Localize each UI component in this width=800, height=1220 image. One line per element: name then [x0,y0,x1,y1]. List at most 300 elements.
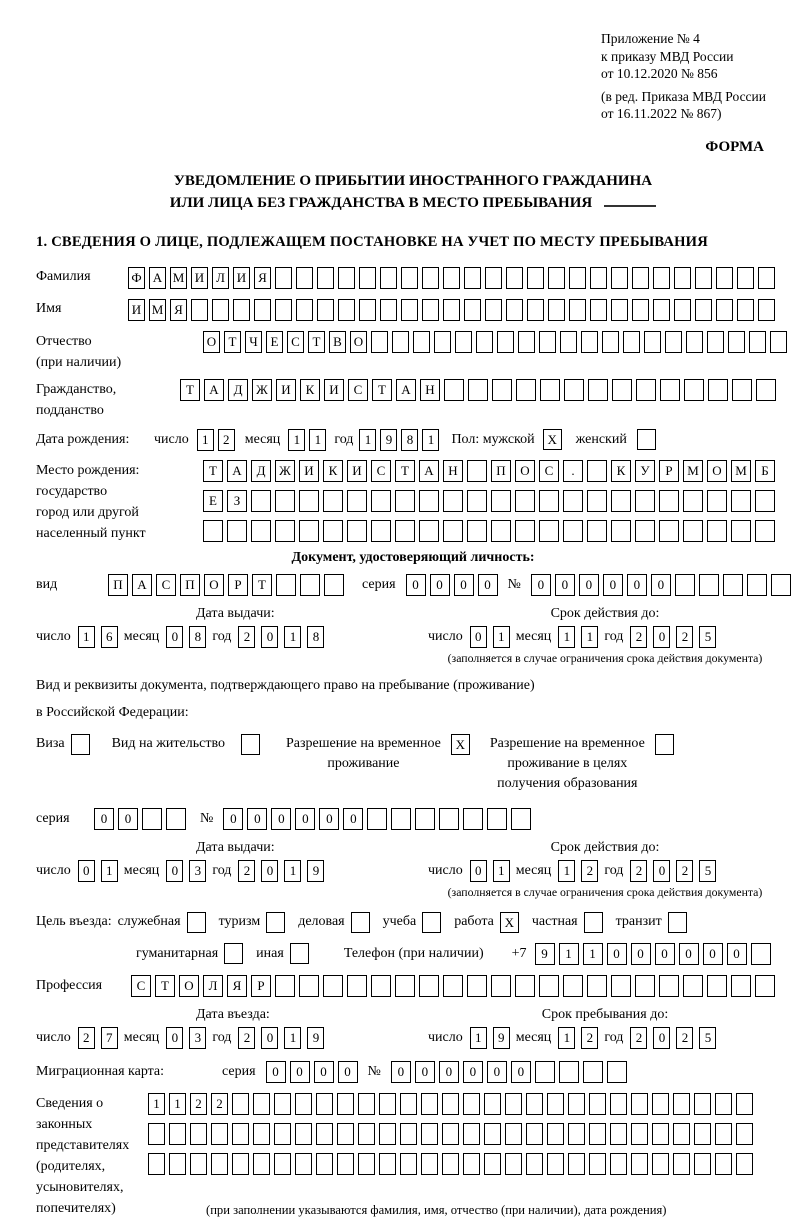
char-cell[interactable]: О [204,574,224,596]
char-cell[interactable] [421,1123,438,1145]
char-cell[interactable]: 0 [166,860,183,882]
char-cell[interactable] [758,267,775,289]
char-cell[interactable]: Т [308,331,325,353]
char-cell[interactable]: 0 [679,943,699,965]
char-cell[interactable] [275,520,295,542]
char-cell[interactable] [395,490,415,512]
char-cell[interactable] [190,1153,207,1175]
char-cell[interactable] [422,267,439,289]
char-cell[interactable]: И [299,460,319,482]
char-cell[interactable]: 1 [78,626,95,648]
char-cell[interactable] [707,490,727,512]
char-cell[interactable]: 0 [487,1061,507,1083]
char-cell[interactable] [610,1153,627,1175]
char-cell[interactable] [275,267,292,289]
char-cell[interactable]: 1 [284,1027,301,1049]
char-cell[interactable]: С [348,379,368,401]
char-cell[interactable]: 0 [439,1061,459,1083]
char-cell[interactable]: 0 [295,808,315,830]
char-cell[interactable] [547,1153,564,1175]
char-cell[interactable] [560,331,577,353]
char-cell[interactable] [316,1123,333,1145]
char-cell[interactable] [379,1123,396,1145]
char-cell[interactable] [275,299,292,321]
char-cell[interactable] [607,1061,627,1083]
char-cell[interactable] [749,331,766,353]
char-cell[interactable] [563,490,583,512]
char-cell[interactable]: 0 [261,860,278,882]
char-cell[interactable] [518,331,535,353]
char-cell[interactable] [632,267,649,289]
char-cell[interactable] [716,299,733,321]
char-cell[interactable] [535,1061,555,1083]
char-cell[interactable]: Л [212,267,229,289]
char-cell[interactable] [715,1123,732,1145]
char-cell[interactable]: . [563,460,583,482]
char-cell[interactable]: З [227,490,247,512]
char-cell[interactable] [505,1153,522,1175]
char-cell[interactable] [756,379,776,401]
char-cell[interactable]: 1 [583,943,603,965]
edu-permit-checkbox[interactable] [655,734,674,755]
char-cell[interactable] [317,299,334,321]
char-cell[interactable]: 1 [169,1093,186,1115]
char-cell[interactable] [463,808,483,830]
char-cell[interactable]: Н [443,460,463,482]
char-cell[interactable] [358,1123,375,1145]
char-cell[interactable] [547,1093,564,1115]
char-cell[interactable] [253,1123,270,1145]
char-cell[interactable] [723,574,743,596]
char-cell[interactable]: 1 [581,626,598,648]
char-cell[interactable] [371,975,391,997]
char-cell[interactable]: С [156,574,176,596]
char-cell[interactable] [635,520,655,542]
char-cell[interactable] [484,1093,501,1115]
char-cell[interactable]: 9 [380,429,397,451]
char-cell[interactable] [674,299,691,321]
char-cell[interactable] [732,379,752,401]
char-cell[interactable]: 0 [78,860,95,882]
char-cell[interactable] [487,808,507,830]
char-cell[interactable]: 0 [94,808,114,830]
purpose-tourism-checkbox[interactable] [266,912,285,933]
char-cell[interactable] [251,520,271,542]
char-cell[interactable] [548,267,565,289]
char-cell[interactable] [540,379,560,401]
char-cell[interactable] [379,1093,396,1115]
char-cell[interactable] [484,1153,501,1175]
char-cell[interactable]: 0 [603,574,623,596]
char-cell[interactable]: 0 [470,626,487,648]
char-cell[interactable] [358,1093,375,1115]
char-cell[interactable]: 7 [101,1027,118,1049]
char-cell[interactable] [737,267,754,289]
purpose-other-checkbox[interactable] [290,943,309,964]
char-cell[interactable]: О [707,460,727,482]
char-cell[interactable] [526,1153,543,1175]
char-cell[interactable] [751,943,771,965]
char-cell[interactable]: К [300,379,320,401]
char-cell[interactable]: Р [228,574,248,596]
char-cell[interactable] [347,490,367,512]
char-cell[interactable] [443,975,463,997]
char-cell[interactable] [232,1093,249,1115]
char-cell[interactable]: П [180,574,200,596]
char-cell[interactable] [683,520,703,542]
char-cell[interactable] [673,1123,690,1145]
char-cell[interactable] [191,299,208,321]
char-cell[interactable] [736,1093,753,1115]
char-cell[interactable] [755,490,775,512]
purpose-private-checkbox[interactable] [584,912,603,933]
char-cell[interactable]: 1 [470,1027,487,1049]
char-cell[interactable] [467,490,487,512]
char-cell[interactable] [770,331,787,353]
char-cell[interactable]: 0 [166,626,183,648]
char-cell[interactable]: Е [203,490,223,512]
char-cell[interactable] [631,1123,648,1145]
char-cell[interactable] [443,267,460,289]
char-cell[interactable] [659,975,679,997]
char-cell[interactable] [515,490,535,512]
char-cell[interactable]: Е [266,331,283,353]
char-cell[interactable] [148,1123,165,1145]
char-cell[interactable] [227,520,247,542]
char-cell[interactable] [589,1123,606,1145]
char-cell[interactable] [395,520,415,542]
char-cell[interactable] [379,1153,396,1175]
char-cell[interactable]: 0 [391,1061,411,1083]
char-cell[interactable] [274,1093,291,1115]
char-cell[interactable] [516,379,536,401]
char-cell[interactable]: М [149,299,166,321]
temp-permit-checkbox[interactable]: X [451,734,470,755]
char-cell[interactable] [675,574,695,596]
char-cell[interactable]: 1 [422,429,439,451]
char-cell[interactable]: 2 [238,1027,255,1049]
char-cell[interactable] [587,975,607,997]
char-cell[interactable] [316,1153,333,1175]
char-cell[interactable] [631,1153,648,1175]
char-cell[interactable] [232,1123,249,1145]
char-cell[interactable]: 3 [189,860,206,882]
purpose-humanitarian-checkbox[interactable] [224,943,243,964]
char-cell[interactable]: К [323,460,343,482]
char-cell[interactable] [695,267,712,289]
char-cell[interactable] [611,490,631,512]
char-cell[interactable]: 1 [284,860,301,882]
char-cell[interactable] [317,267,334,289]
char-cell[interactable]: 2 [238,626,255,648]
char-cell[interactable]: Я [254,267,271,289]
char-cell[interactable] [491,490,511,512]
char-cell[interactable] [401,267,418,289]
char-cell[interactable]: 0 [655,943,675,965]
char-cell[interactable] [736,1123,753,1145]
char-cell[interactable]: 9 [307,1027,324,1049]
char-cell[interactable]: 0 [261,1027,278,1049]
char-cell[interactable]: Ф [128,267,145,289]
char-cell[interactable] [491,520,511,542]
char-cell[interactable] [674,267,691,289]
char-cell[interactable] [652,1153,669,1175]
char-cell[interactable] [358,1153,375,1175]
char-cell[interactable]: 1 [284,626,301,648]
char-cell[interactable]: 0 [338,1061,358,1083]
char-cell[interactable] [190,1123,207,1145]
char-cell[interactable]: 0 [406,574,426,596]
char-cell[interactable] [442,1123,459,1145]
char-cell[interactable] [316,1093,333,1115]
char-cell[interactable] [539,331,556,353]
char-cell[interactable]: 0 [319,808,339,830]
char-cell[interactable]: М [731,460,751,482]
char-cell[interactable] [660,379,680,401]
char-cell[interactable] [590,267,607,289]
char-cell[interactable]: К [611,460,631,482]
char-cell[interactable] [254,299,271,321]
char-cell[interactable] [515,520,535,542]
char-cell[interactable] [652,1123,669,1145]
char-cell[interactable] [631,1093,648,1115]
char-cell[interactable] [142,808,162,830]
char-cell[interactable]: 1 [493,860,510,882]
char-cell[interactable] [415,808,435,830]
char-cell[interactable] [359,267,376,289]
char-cell[interactable] [274,1123,291,1145]
char-cell[interactable] [610,1093,627,1115]
char-cell[interactable] [715,1093,732,1115]
char-cell[interactable] [568,1123,585,1145]
char-cell[interactable] [506,267,523,289]
char-cell[interactable]: 2 [190,1093,207,1115]
char-cell[interactable]: Т [203,460,223,482]
char-cell[interactable]: С [131,975,151,997]
char-cell[interactable] [296,267,313,289]
char-cell[interactable] [673,1153,690,1175]
char-cell[interactable]: А [149,267,166,289]
char-cell[interactable] [476,331,493,353]
char-cell[interactable]: О [515,460,535,482]
char-cell[interactable] [590,299,607,321]
char-cell[interactable] [484,1123,501,1145]
char-cell[interactable]: А [396,379,416,401]
char-cell[interactable]: 8 [401,429,418,451]
char-cell[interactable] [422,299,439,321]
char-cell[interactable]: 0 [653,860,670,882]
char-cell[interactable]: А [204,379,224,401]
char-cell[interactable]: 0 [118,808,138,830]
char-cell[interactable] [371,331,388,353]
char-cell[interactable]: 0 [415,1061,435,1083]
char-cell[interactable] [527,267,544,289]
char-cell[interactable]: И [276,379,296,401]
char-cell[interactable]: Т [155,975,175,997]
char-cell[interactable]: И [233,267,250,289]
char-cell[interactable] [758,299,775,321]
char-cell[interactable] [635,490,655,512]
char-cell[interactable]: 2 [581,860,598,882]
char-cell[interactable] [232,1153,249,1175]
char-cell[interactable] [296,299,313,321]
char-cell[interactable]: Я [227,975,247,997]
char-cell[interactable] [505,1093,522,1115]
char-cell[interactable] [380,267,397,289]
char-cell[interactable]: Т [224,331,241,353]
char-cell[interactable]: 0 [511,1061,531,1083]
char-cell[interactable]: 3 [189,1027,206,1049]
char-cell[interactable] [463,1123,480,1145]
char-cell[interactable] [203,520,223,542]
char-cell[interactable] [505,1123,522,1145]
purpose-work-checkbox[interactable]: X [500,912,519,933]
char-cell[interactable] [434,331,451,353]
char-cell[interactable] [653,267,670,289]
char-cell[interactable] [455,331,472,353]
char-cell[interactable]: 9 [493,1027,510,1049]
char-cell[interactable] [274,1153,291,1175]
char-cell[interactable] [610,1123,627,1145]
char-cell[interactable] [367,808,387,830]
sex-female-checkbox[interactable] [637,429,656,450]
char-cell[interactable]: Т [252,574,272,596]
char-cell[interactable] [485,299,502,321]
char-cell[interactable] [684,379,704,401]
char-cell[interactable] [728,331,745,353]
char-cell[interactable] [391,808,411,830]
char-cell[interactable]: 2 [676,626,693,648]
char-cell[interactable]: 1 [359,429,376,451]
char-cell[interactable]: О [179,975,199,997]
char-cell[interactable]: 2 [211,1093,228,1115]
char-cell[interactable] [755,520,775,542]
char-cell[interactable] [564,379,584,401]
char-cell[interactable] [694,1093,711,1115]
char-cell[interactable] [506,299,523,321]
char-cell[interactable]: 1 [559,943,579,965]
purpose-study-checkbox[interactable] [422,912,441,933]
char-cell[interactable] [715,1153,732,1175]
char-cell[interactable]: 6 [101,626,118,648]
char-cell[interactable] [233,299,250,321]
purpose-official-checkbox[interactable] [187,912,206,933]
char-cell[interactable]: 0 [727,943,747,965]
char-cell[interactable] [347,520,367,542]
char-cell[interactable]: А [419,460,439,482]
char-cell[interactable] [707,520,727,542]
char-cell[interactable]: 2 [630,1027,647,1049]
char-cell[interactable] [380,299,397,321]
char-cell[interactable] [275,975,295,997]
char-cell[interactable] [589,1093,606,1115]
char-cell[interactable] [611,299,628,321]
char-cell[interactable] [683,490,703,512]
char-cell[interactable] [602,331,619,353]
char-cell[interactable] [526,1123,543,1145]
char-cell[interactable] [653,299,670,321]
char-cell[interactable] [707,331,724,353]
char-cell[interactable] [694,1153,711,1175]
char-cell[interactable] [731,490,751,512]
char-cell[interactable] [169,1153,186,1175]
char-cell[interactable]: 1 [101,860,118,882]
char-cell[interactable] [401,299,418,321]
char-cell[interactable] [539,520,559,542]
char-cell[interactable] [731,975,751,997]
char-cell[interactable] [337,1123,354,1145]
char-cell[interactable] [526,1093,543,1115]
char-cell[interactable] [581,331,598,353]
char-cell[interactable]: 5 [699,1027,716,1049]
char-cell[interactable]: Р [251,975,271,997]
char-cell[interactable] [497,331,514,353]
char-cell[interactable]: 9 [535,943,555,965]
char-cell[interactable] [568,1093,585,1115]
char-cell[interactable]: И [324,379,344,401]
char-cell[interactable]: В [329,331,346,353]
char-cell[interactable]: М [683,460,703,482]
char-cell[interactable] [413,331,430,353]
char-cell[interactable] [635,975,655,997]
char-cell[interactable] [421,1093,438,1115]
char-cell[interactable] [338,267,355,289]
char-cell[interactable]: 2 [676,1027,693,1049]
char-cell[interactable]: 2 [218,429,235,451]
char-cell[interactable] [636,379,656,401]
char-cell[interactable]: Н [420,379,440,401]
char-cell[interactable] [583,1061,603,1083]
char-cell[interactable] [736,1153,753,1175]
char-cell[interactable]: Р [659,460,679,482]
char-cell[interactable] [563,975,583,997]
char-cell[interactable] [587,520,607,542]
char-cell[interactable] [295,1123,312,1145]
char-cell[interactable]: Т [180,379,200,401]
residence-permit-checkbox[interactable] [241,734,260,755]
char-cell[interactable]: П [108,574,128,596]
char-cell[interactable]: 1 [558,860,575,882]
char-cell[interactable] [587,460,607,482]
char-cell[interactable] [771,574,791,596]
char-cell[interactable] [419,520,439,542]
char-cell[interactable] [569,299,586,321]
char-cell[interactable]: У [635,460,655,482]
char-cell[interactable]: 0 [463,1061,483,1083]
char-cell[interactable] [323,490,343,512]
char-cell[interactable] [295,1093,312,1115]
char-cell[interactable]: 0 [579,574,599,596]
char-cell[interactable] [276,574,296,596]
char-cell[interactable] [443,520,463,542]
char-cell[interactable] [467,520,487,542]
char-cell[interactable] [275,490,295,512]
char-cell[interactable]: 2 [581,1027,598,1049]
char-cell[interactable] [548,299,565,321]
char-cell[interactable]: 8 [307,626,324,648]
char-cell[interactable]: И [347,460,367,482]
char-cell[interactable] [588,379,608,401]
char-cell[interactable]: Д [251,460,271,482]
char-cell[interactable]: О [203,331,220,353]
char-cell[interactable] [442,1093,459,1115]
char-cell[interactable] [443,299,460,321]
char-cell[interactable] [371,520,391,542]
char-cell[interactable] [468,379,488,401]
char-cell[interactable]: 0 [454,574,474,596]
char-cell[interactable] [695,299,712,321]
char-cell[interactable] [211,1123,228,1145]
